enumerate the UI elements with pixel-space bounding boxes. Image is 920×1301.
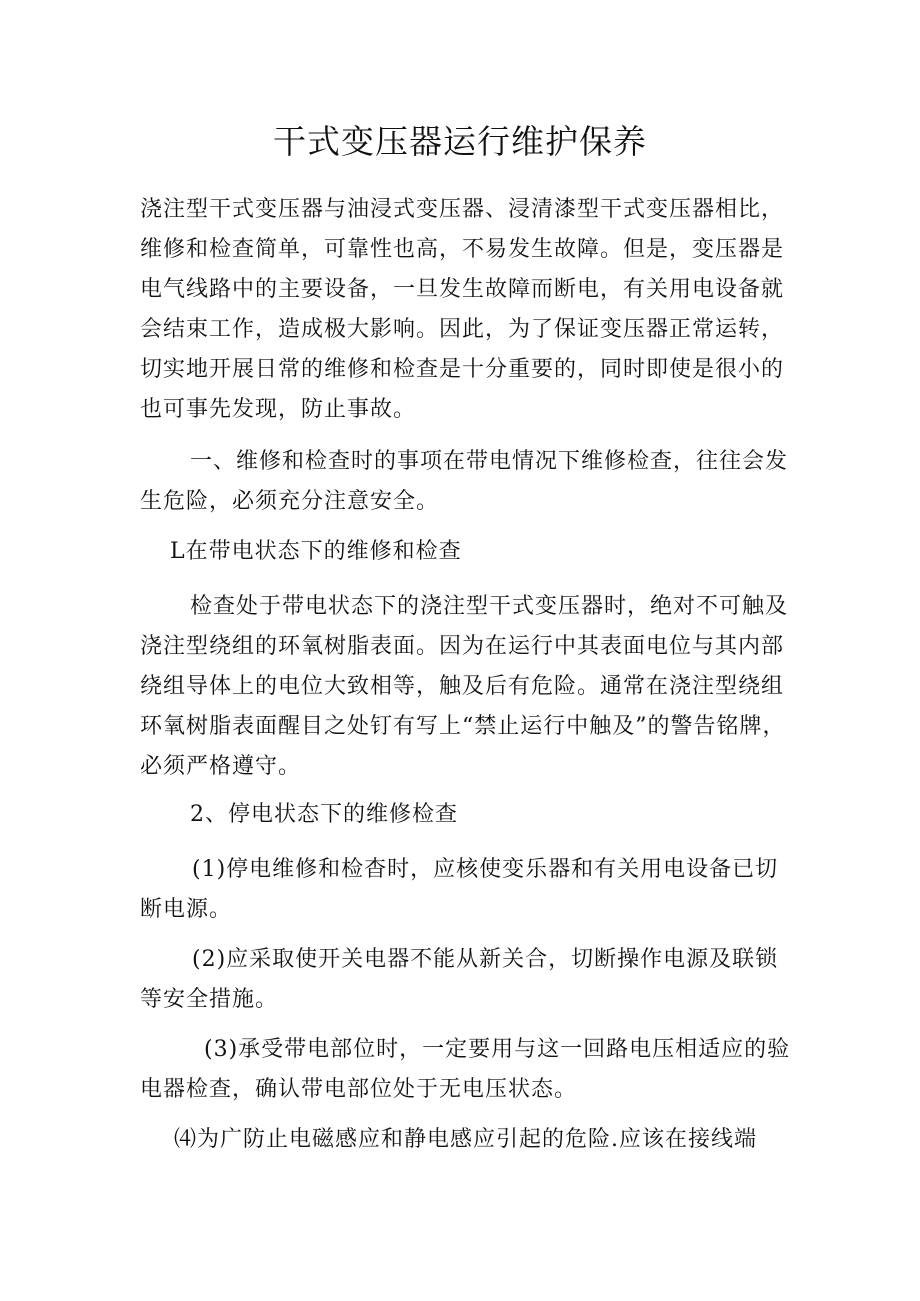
paragraph-heading-outage-inspection: 2、停电状态下的维修检查 <box>190 802 458 827</box>
document-title: 干式变压器运行维护保养 <box>273 122 647 161</box>
paragraph-heading-live-inspection: L在带电状态下的维修和检查 <box>170 539 462 564</box>
paragraph-item-4: ⑷为广防止电磁感应和静电感应引起的危险.应该在接线端 <box>174 1127 757 1152</box>
paragraph-intro: 浇注型干式变压器与油浸式变压器、浸清漆型干式变压器相比，维修和检查简单，可靠性也高，不易发生故障。但是，变压器是电气线路中的主要设备，一旦发生故障而断电，有关用电设备就会结束工作，造成极大影响。因此，为了保证变压器正常运转，切实地开展日常的维修和检查是十分重要的，同时即使是很小的也可事先发现，防止事故。 <box>140 197 785 422</box>
paragraph-item-2: (2)应采取使开关电器不能从新关合，切断操作电源及联锁等安全措施。 <box>140 947 779 1012</box>
paragraph-section-1: 一、维修和检查时的事项在带电情况下维修检查，往往会发生危险，必须充分注意安全。 <box>140 449 789 514</box>
paragraph-live-inspection: 检查处于带电状态下的浇注型干式变压器时，绝对不可触及浇注型绕组的环氧树脂表面。因为在运行中其表面电位与其内部绕组导体上的电位大致相等，触及后有危险。通常在浇注型绕组环氧树脂表面醒目之处钉有写上“禁止运行中触及”的警告铭牌，必须严格遵守。 <box>140 594 789 779</box>
paragraph-item-1: (1)停电维修和检杳时，应核使变乐器和有关用电设备已切断电源。 <box>140 857 779 922</box>
paragraph-item-3: (3)承受带电部位时，一定要用与这一回路电压相适应的验电器检查，确认带电部位处于无电压状态。 <box>140 1037 791 1102</box>
